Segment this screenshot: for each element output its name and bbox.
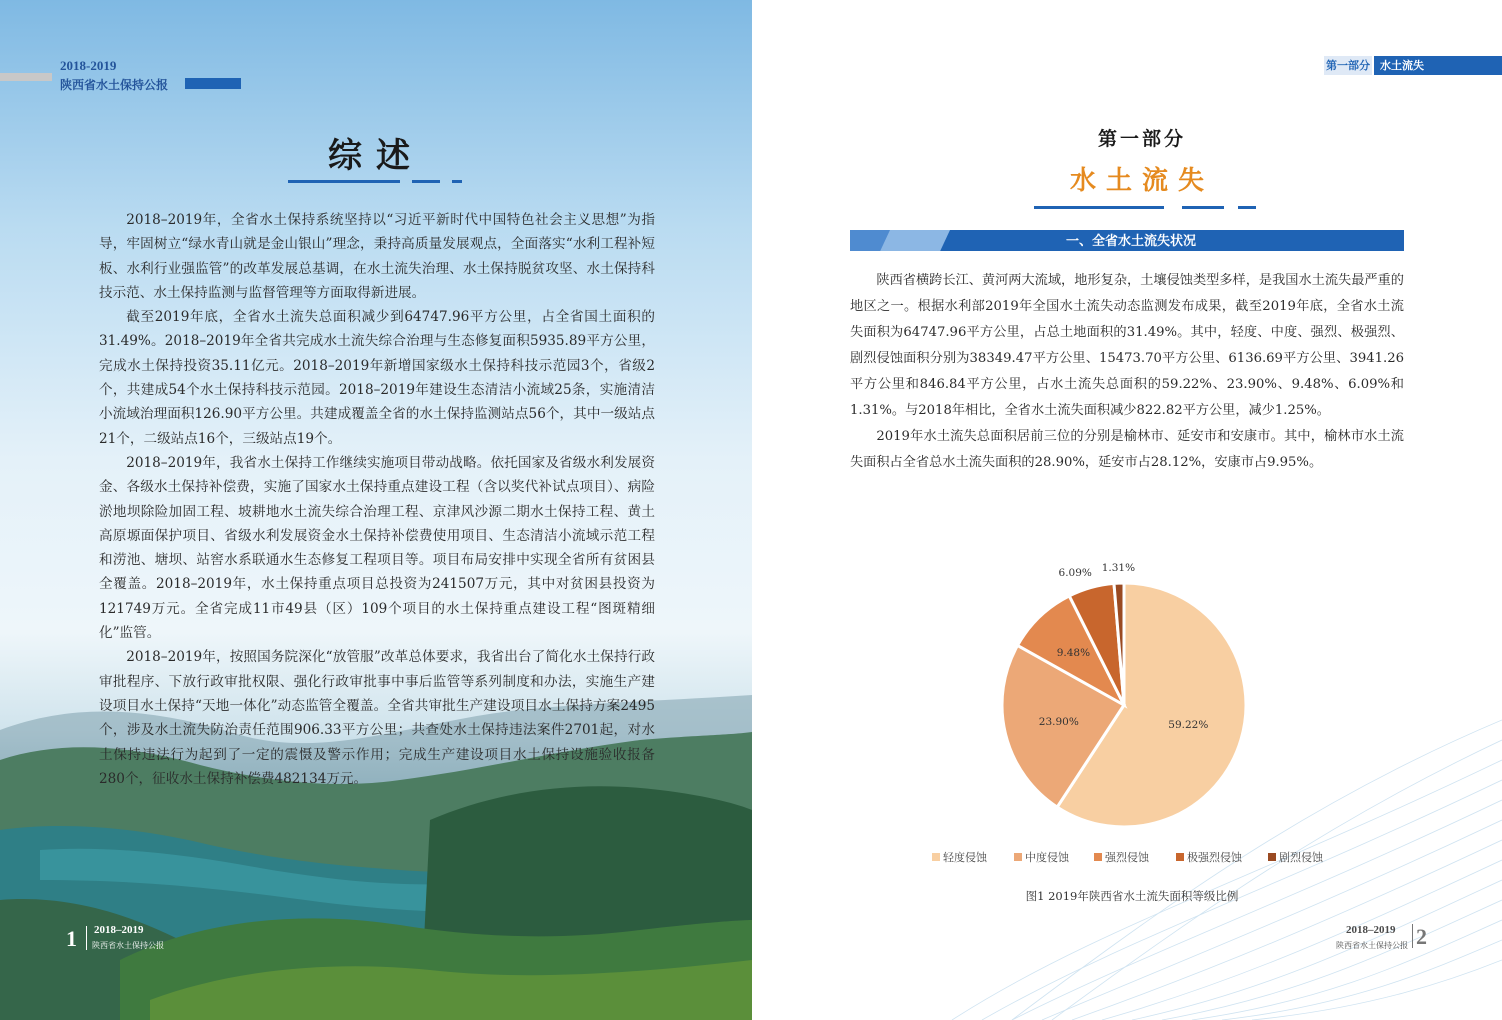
section-heading-bar: [850, 230, 1404, 251]
legend-label: 强烈侵蚀: [1105, 851, 1149, 864]
legend-swatch: [932, 853, 940, 861]
section-body: [850, 268, 1404, 476]
section-tag-name: 水土流失: [1374, 56, 1502, 75]
pie-data-label: 6.09%: [1058, 567, 1092, 580]
legend-label: 轻度侵蚀: [943, 851, 987, 864]
title-rule-dash: [1182, 206, 1224, 209]
title-rule: [288, 180, 400, 183]
pie-data-label: 9.48%: [1056, 647, 1091, 660]
legend-swatch: [1176, 853, 1184, 861]
pie-data-label: 59.22%: [1168, 719, 1209, 732]
title-rule-dot: [452, 180, 462, 183]
paragraph: 2018–2019年，按照国务院深化“放管服”改革总体要求，我省出台了简化水土保持行政审批程序、下放行政审批权限、强化行政审批事中事后监管等系列制度和办法，实施生产建设项目水土保持“天地一体化”动态监管全覆盖。全省共审批生产建设项目水土保持方案2495个，涉及水土流失防治责任范围906.33平方公里；共查处水土保持违法案件2701起，对水土保持违法行为起到了一定的震慑及警示作用；完成生产建设项目水土保持设施验收报备280个，征收水土保持补偿费482134万元。: [99, 649, 655, 787]
pie-data-label: 1.31%: [1101, 562, 1136, 575]
legend-label: 剧烈侵蚀: [1279, 851, 1323, 864]
page-number: 1: [66, 926, 77, 951]
legend-item: [932, 849, 987, 865]
header-accent-blue: [185, 78, 241, 89]
paragraph: 陕西省横跨长江、黄河两大流域，地形复杂，土壤侵蚀类型多样，是我国水土流失最严重的地区之一。根据水利部2019年全国水土流失动态监测发布成果，截至2019年底，全省水土流失面积为64747.96平方公里，占总土地面积的31.49%。其中，轻度、中度、强烈、极强烈、剧烈侵蚀面积分别为38349.47平方公里、15473.70平方公里、6136.69平方公里、3941.26平方公里和846.84平方公里，占水土流失总面积的59.22%、23.90%、9.48%、6.09%和1.31%。与2018年相比，全省水土流失面积减少822.82平方公里，减少1.25%。: [850, 273, 1404, 418]
header-accent-gray: [0, 73, 52, 81]
legend-item: [1014, 849, 1069, 865]
chart-legend: [932, 849, 1332, 865]
legend-swatch: [1268, 853, 1276, 861]
legend-label: 极强烈侵蚀: [1187, 851, 1242, 864]
footer-divider: [86, 926, 87, 950]
paragraph: 截至2019年底，全省水土流失总面积减少到64747.96平方公里，占全省国土面积的31.49%。2018–2019年全省共完成水土流失综合治理与生态修复面积5935.89平方公里，完成水土保持投资35.11亿元。2018–2019年新增国家级水土保持科技示范园3个，省级2个，共建成54个水土保持科技示范园。2018–2019年建设生态清洁小流域25条，实施清洁小流域治理面积126.90平方公里。共建成覆盖全省的水土保持监测站点56个，其中一级站点21个，二级站点16个，三级站点19个。: [99, 309, 655, 447]
part-title: 第一部分: [1097, 128, 1186, 150]
footer-year: 2018–2019: [1346, 924, 1396, 936]
footer-title: 陕西省水土保持公报: [1336, 941, 1408, 950]
pie-data-label: 23.90%: [1038, 716, 1079, 728]
section-heading: 一、全省水土流失状况: [1066, 234, 1197, 249]
legend-item: [1268, 849, 1323, 865]
legend-swatch: [1094, 853, 1102, 861]
paragraph: 2018–2019年，我省水土保持工作继续实施项目带动战略。依托国家及省级水利发展资金、各级水土保持补偿费，实施了国家水土保持重点建设工程（含以奖代补试点项目）、病险淤地坝除险加固工程、坡耕地水土流失综合治理工程、京津风沙源二期水土保持工程、黄土高原塬面保护项目、省级水利发展资金水土保持补偿费使用项目、生态清洁小流域示范工程和涝池、塘坝、站窖水系联通水生态修复工程项目等。项目布局安排中实现全省所有贫困县全覆盖。2018–2019年，水土保持重点项目总投资为241507万元，其中对贫困县投资为121749万元。全省完成11市49县（区）109个项目的水土保持重点建设工程“图斑精细化”监管。: [99, 454, 655, 642]
right-page: [752, 0, 1502, 1020]
header-year: 2018-2019: [60, 58, 117, 73]
legend-item: [1176, 849, 1242, 865]
summary-body: [99, 208, 655, 791]
paragraph: 2019年水土流失总面积居前三位的分别是榆林市、延安市和安康市。其中，榆林市水土流失面积占全省总水土流失面积的28.90%，延安市占28.12%，安康市占9.95%。: [850, 429, 1404, 470]
paragraph: 2018–2019年，全省水土保持系统坚持以“习近平新时代中国特色社会主义思想”为指导，牢固树立“绿水青山就是金山银山”理念，秉持高质量发展观点，全面落实“水利工程补短板、水利行业强监管”的改革发展总基调，在水土流失治理、水土保持脱贫攻坚、水土保持科技示范、水土保持监测与监督管理等方面取得新进展。: [99, 212, 655, 301]
section-tag-part: 第一部分: [1324, 56, 1372, 75]
legend-label: 中度侵蚀: [1025, 851, 1069, 864]
header-title: 陕西省水土保持公报: [60, 78, 169, 92]
legend-item: [1094, 849, 1149, 865]
page-title: 水土流失: [1069, 166, 1214, 196]
page-number: 2: [1416, 924, 1427, 949]
footer-divider: [1412, 924, 1413, 948]
footer-title: 陕西省水土保持公报: [92, 941, 164, 950]
page-title: 综述: [328, 136, 424, 176]
chart-caption: 图1 2019年陕西省水土流失面积等级比例: [1025, 889, 1239, 903]
legend-swatch: [1014, 853, 1022, 861]
title-rule-dash: [412, 180, 440, 183]
title-rule-dot: [1238, 206, 1256, 209]
title-rule: [1034, 206, 1164, 209]
decorative-wave-lines: [752, 0, 1502, 1020]
erosion-pie-chart: [974, 560, 1294, 840]
footer-year: 2018–2019: [94, 924, 144, 936]
